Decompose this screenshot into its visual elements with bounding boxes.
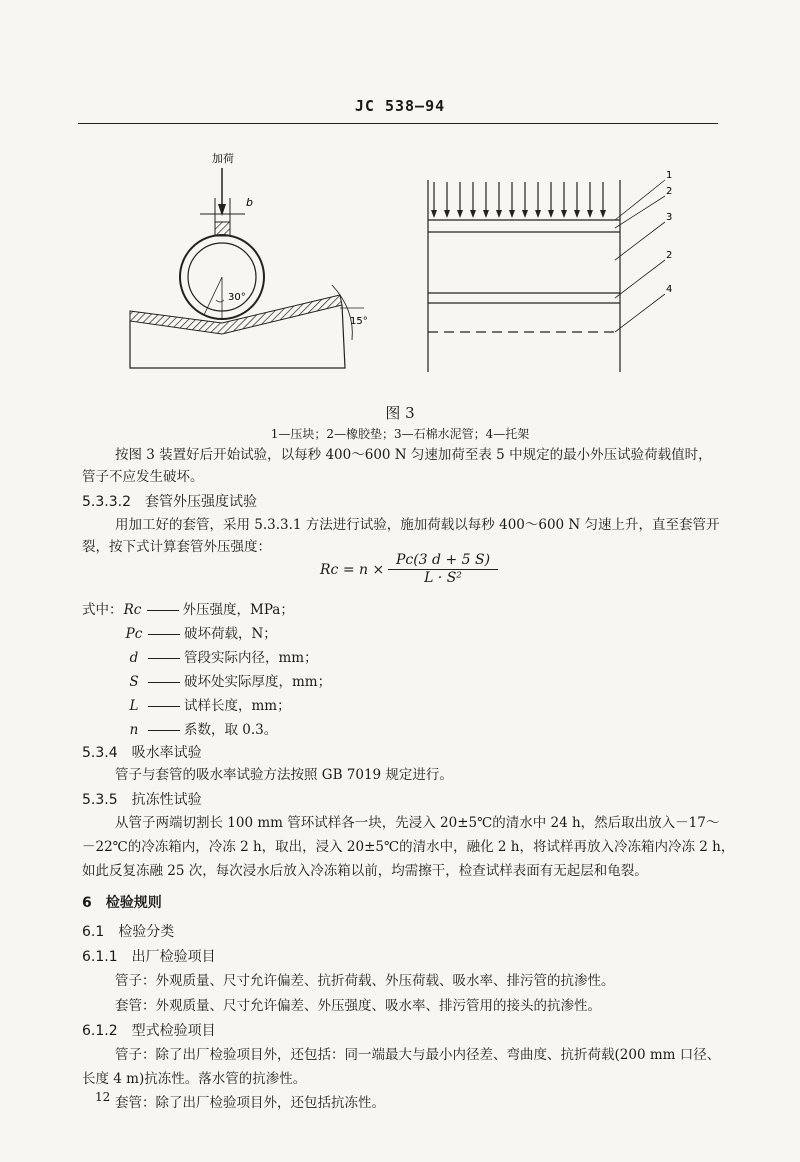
definition-row: Pc 破坏荷载，N； (125, 626, 277, 642)
section-6-1-2-title: 6.1.2 型式检验项目 (82, 1023, 216, 1039)
figure-left-loading-diagram (120, 140, 370, 380)
section-6-1-2-pipe-line-1: 管子：除了出厂检验项目外，还包括：同一端最大与最小内径差、弯曲度、抗折荷载(200 mm 口径、 (115, 1047, 721, 1063)
section-5-3-5-line-3: 如此反复冻融 25 次，每次浸水后放入冷冻箱以前，均需擦干，检查试样表面有无起层和龟裂。 (82, 863, 648, 879)
section-5-3-3-2-title: 5.3.3.2 套管外压强度试验 (82, 494, 257, 510)
figure-caption: 1—压块；2—橡胶垫；3—石棉水泥管；4—托架 (270, 427, 530, 441)
section-6-1-2-sleeve: 套管：除了出厂检验项目外，还包括抗冻性。 (115, 1095, 385, 1111)
page-number: 12 (95, 1090, 111, 1104)
section-6-1-1-sleeve: 套管：外观质量、尺寸允许偏差、外压强度、吸水率、排污管用的接头的抗渗性。 (115, 998, 601, 1014)
paragraph-2-line-2: 裂，按下式计算套管外压强度： (82, 539, 271, 555)
section-5-3-5-title: 5.3.5 抗冻性试验 (82, 792, 202, 808)
section-6-1-2-pipe-line-2: 长度 4 m)抗冻性。落水管的抗渗性。 (82, 1071, 307, 1087)
callout-4: 4 (666, 284, 673, 295)
pressure-block (215, 222, 230, 236)
paragraph-2-line-1: 用加工好的套管，采用 5.3.3.1 方法进行试验，施加荷载以每秒 400～600 N 匀速上升，直至套管开 (115, 517, 720, 533)
section-5-3-4-title: 5.3.4 吸水率试验 (82, 745, 202, 761)
formula-fraction (388, 552, 498, 586)
paragraph-1-line-1: 按图 3 装置好后开始试验，以每秒 400～600 N 匀速加荷至表 5 中规定的最小外压试验荷载值时， (115, 447, 712, 463)
callout-2a: 2 (666, 186, 673, 197)
load-label: 加荷 (212, 152, 234, 165)
section-6-1-1-title: 6.1.1 出厂检验项目 (82, 949, 216, 965)
document-header: JC 538—94 (354, 97, 446, 115)
header-rule (78, 123, 718, 124)
angle-30-label: 30° (228, 292, 246, 303)
paragraph-1-line-2: 管子不应发生破坏。 (82, 469, 204, 485)
support-frame (130, 305, 345, 368)
section-6-title: 6 检验规则 (82, 895, 162, 911)
angle-15-label: 15° (350, 316, 368, 327)
definition-row: 式中：Rc 外压强度，MPa； (82, 602, 294, 618)
figure-title: 图 3 (385, 404, 415, 422)
definition-row: L 试样长度，mm； (129, 698, 291, 714)
figure-right-side-view (420, 160, 700, 380)
definition-row: S 破坏处实际厚度，mm； (129, 674, 332, 690)
callout-2b: 2 (666, 250, 673, 261)
strength-formula (320, 552, 540, 592)
callout-1: 1 (666, 170, 673, 181)
section-5-3-5-line-2: －22℃的冷冻箱内，冷冻 2 h，取出，浸入 20±5℃的清水中，融化 2 h，将试样再放入冷冻箱内冷冻 2 h， (82, 839, 735, 855)
section-5-3-5-line-1: 从管子两端切割长 100 mm 管环试样各一块，先浸入 20±5℃的清水中 24 h，然后取出放入－17～ (115, 815, 720, 831)
section-6-1-1-pipe: 管子：外观质量、尺寸允许偏差、抗折荷载、外压荷载、吸水率、排污管的抗渗性。 (115, 973, 615, 989)
section-5-3-4-text: 管子与套管的吸水率试验方法按照 GB 7019 规定进行。 (115, 767, 453, 783)
formula-numerator: Pc(3 d + 5 S) (388, 552, 498, 570)
definition-row: n 系数，取 0.3。 (129, 722, 278, 738)
section-6-1-title: 6.1 检验分类 (82, 924, 175, 940)
formula-lhs: Rc = n × (320, 562, 385, 578)
defs-intro: 式中： (82, 602, 123, 618)
callout-3: 3 (666, 212, 673, 223)
b-label: b (246, 196, 253, 209)
formula-denominator: L · S² (424, 570, 462, 586)
definition-row: d 管段实际内径，mm； (129, 650, 318, 666)
